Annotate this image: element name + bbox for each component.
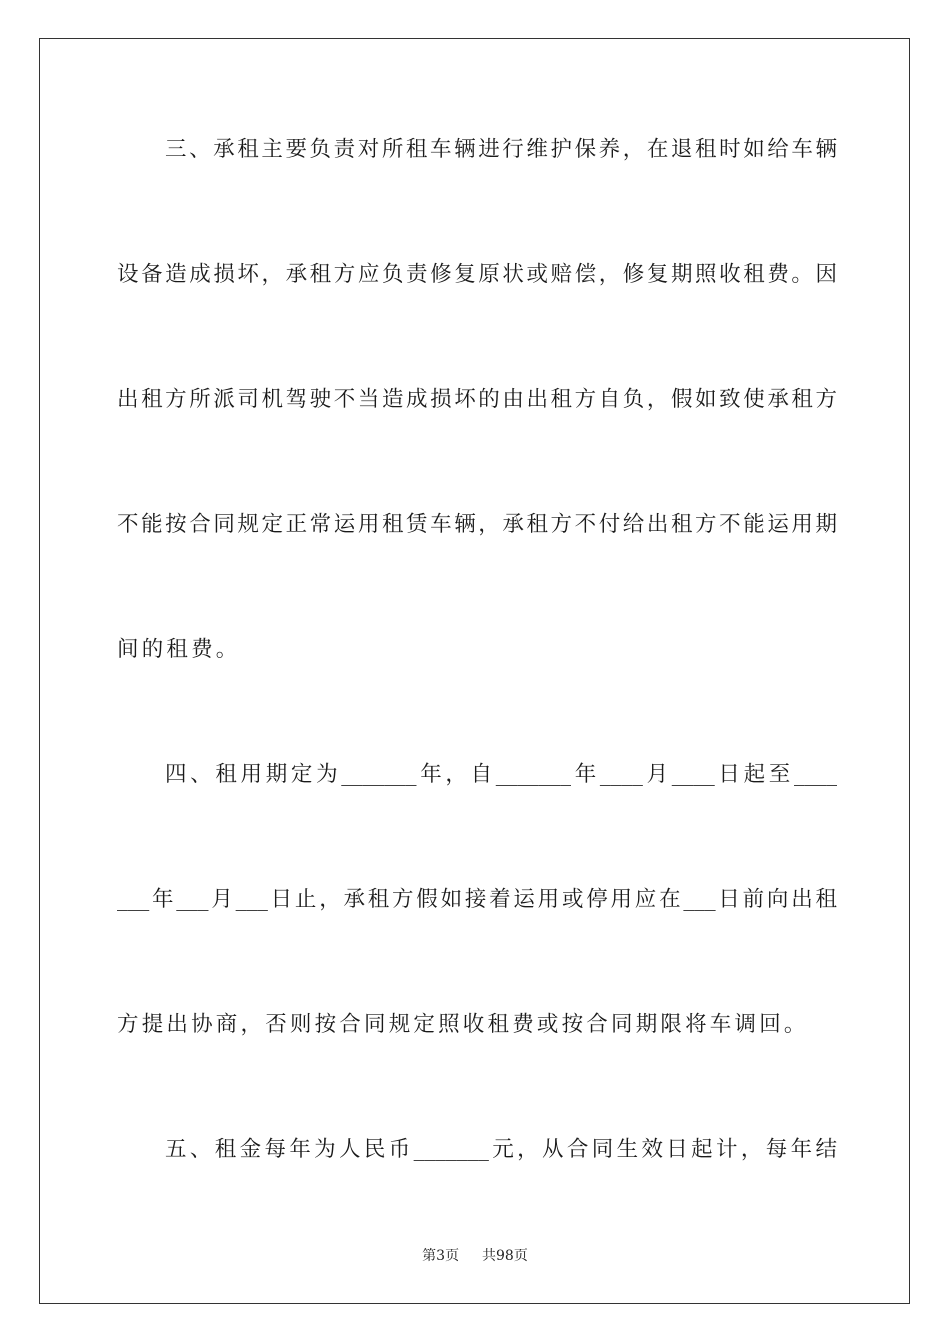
paragraph-3-line-1: 三、承租主要负责对所租车辆进行维护保养，在退租时如给车辆	[165, 137, 837, 162]
paragraph-3-line-2: 设备造成损坏，承租方应负责修复原状或赔偿，修复期照收租费。因	[117, 262, 837, 287]
paragraph-3-line-4: 不能按合同规定正常运用租赁车辆，承租方不付给出租方不能运用期	[117, 512, 837, 537]
page-number: 第3页	[422, 1248, 460, 1264]
page-total: 共98页	[482, 1248, 528, 1264]
paragraph-5-line-1: 五、租金每年为人民币_______元，从合同生效日起计，每年结	[165, 1137, 837, 1162]
page-footer	[0, 1247, 950, 1265]
paragraph-3-line-3: 出租方所派司机驾驶不当造成损坏的由出租方自负，假如致使承租方	[117, 387, 837, 412]
page-frame	[39, 38, 910, 1304]
paragraph-4-line-3: 方提出协商，否则按合同规定照收租费或按合同期限将车调回。	[117, 1012, 809, 1037]
paragraph-4-line-1: 四、租用期定为_______年，自_______年____月____日起至____	[165, 762, 837, 787]
paragraph-3-line-5: 间的租费。	[117, 637, 241, 662]
paragraph-4-line-2: ___年___月___日止，承租方假如接着运用或停用应在___日前向出租	[117, 887, 837, 912]
